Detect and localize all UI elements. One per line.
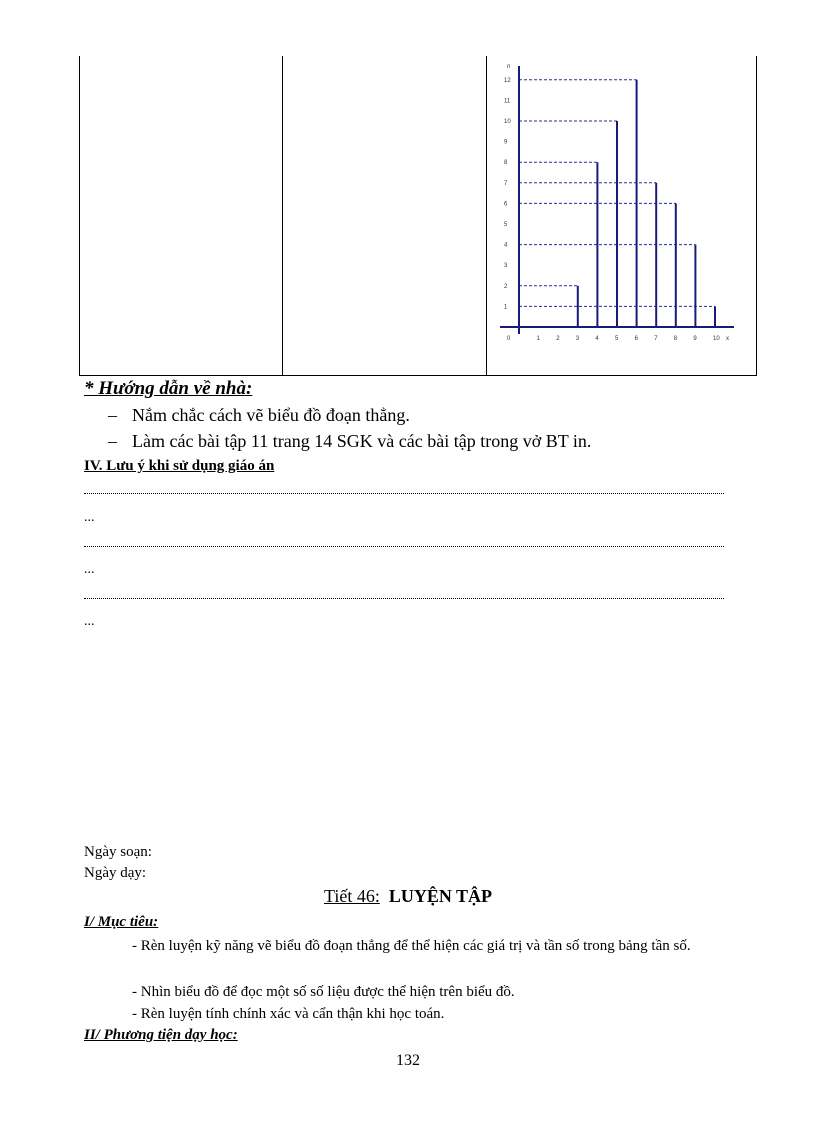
table-right-border <box>756 56 757 376</box>
x-tick-label: 5 <box>615 336 619 342</box>
y-tick-label: 9 <box>504 139 508 146</box>
y-tick-label: 2 <box>504 283 508 290</box>
x-tick-label: 9 <box>693 336 697 342</box>
x-tick-label: 1 <box>536 336 540 342</box>
dotted-line <box>84 493 724 494</box>
page-number: 132 <box>396 1052 420 1069</box>
homework-title: * Hướng dẫn về nhà: <box>84 378 253 399</box>
x-tick-label: 4 <box>595 336 599 342</box>
table-left-border <box>79 56 80 376</box>
x-tick-label: 10 <box>713 336 720 342</box>
ellipsis: ... <box>84 510 95 525</box>
dash-bullet: – <box>108 431 117 451</box>
homework-item <box>108 405 410 426</box>
y-tick-label: 10 <box>504 119 511 125</box>
y-tick-label: 5 <box>504 222 508 228</box>
objective-item: - Nhìn biểu đồ để đọc một số số liệu được thể hiện trên biểu đồ. <box>132 984 515 1000</box>
x-tick-label: 7 <box>654 336 658 342</box>
table-col-divider-1 <box>282 56 283 376</box>
y-tick-label: 6 <box>504 201 508 208</box>
homework-item-text: Nắm chắc cách vẽ biểu đồ đoạn thẳng. <box>132 405 410 425</box>
y-tick-label: 11 <box>504 98 511 105</box>
teaching-date: Ngày dạy: <box>84 865 147 881</box>
y-tick-label: 1 <box>504 304 508 311</box>
y-tick-label: 4 <box>504 242 508 249</box>
y-tick-label: 8 <box>504 160 508 167</box>
y-tick-label: 3 <box>504 263 508 270</box>
dotted-line <box>84 598 724 599</box>
frequency-chart <box>490 56 752 352</box>
y-tick-label: 7 <box>504 180 508 187</box>
homework-item <box>108 431 591 452</box>
x-tick-label: 3 <box>575 336 580 342</box>
table-col-divider-2 <box>486 56 487 376</box>
dash-bullet: – <box>108 405 117 425</box>
x-tick-label: 2 <box>556 336 560 342</box>
objective-item: - Rèn luyện kỹ năng vẽ biểu đồ đoạn thẳng để thể hiện các giá trị và tần số trong bảng tần số. <box>132 938 691 954</box>
lesson-title <box>0 886 816 907</box>
ellipsis: ... <box>84 614 95 629</box>
x-axis-label: x <box>726 336 729 342</box>
objective-item: - Rèn luyện tính chính xác và cẩn thận khi học toán. <box>132 1006 445 1022</box>
y-tick-label: 12 <box>504 77 511 84</box>
lesson-period: Tiết 46: <box>323 886 380 906</box>
y-axis-label: n <box>507 64 511 70</box>
lesson-name: LUYỆN TẬP <box>388 886 493 906</box>
homework-item-text: Làm các bài tập 11 trang 14 SGK và các bài tập trong vở BT in. <box>132 431 592 451</box>
ellipsis: ... <box>84 562 95 577</box>
dotted-line <box>84 546 724 547</box>
x-tick-label: 8 <box>673 336 678 342</box>
x-tick-label: 6 <box>634 336 638 342</box>
table-bottom-border <box>79 375 757 376</box>
notes-title: IV. Lưu ý khi sử dụng giáo án <box>84 458 275 474</box>
objectives-title: I/ Mục tiêu: <box>84 914 159 930</box>
x-tick-label: 0 <box>507 336 511 342</box>
resources-title: II/ Phương tiện dạy học: <box>84 1027 238 1043</box>
prepared-date: Ngày soạn: <box>84 844 152 860</box>
